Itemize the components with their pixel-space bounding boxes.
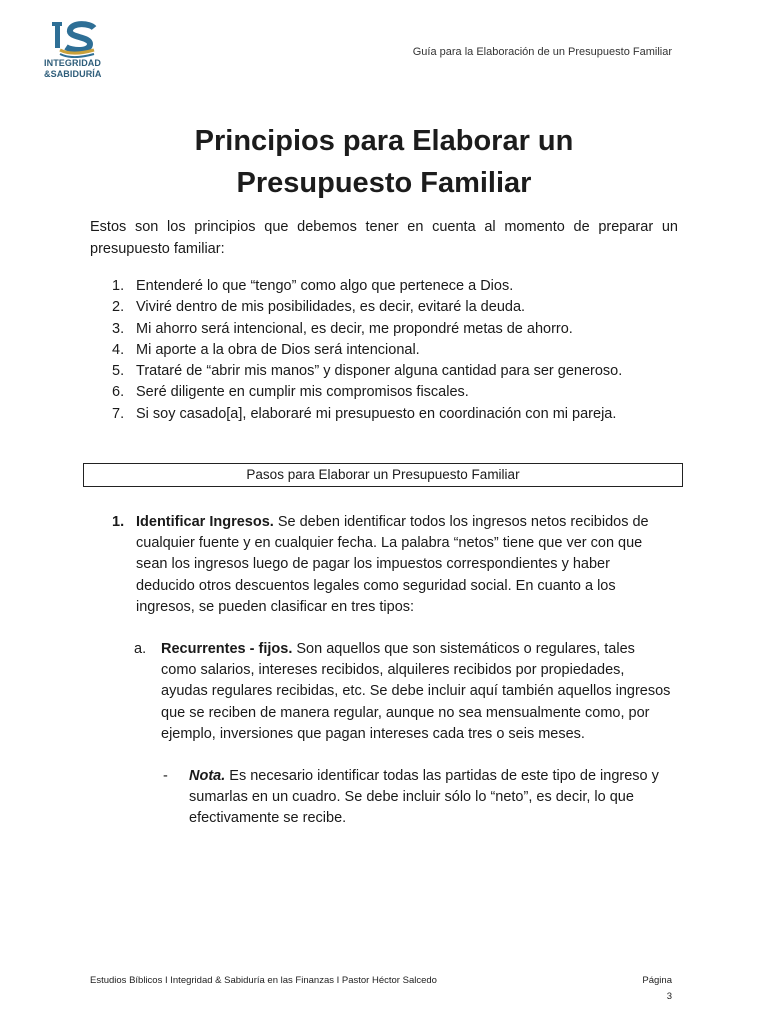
list-item-text: Si soy casado[a], elaboraré mi presupuesto en coordinación con mi pareja.	[136, 405, 617, 422]
page-title	[0, 120, 768, 204]
footer-text: Estudios Bíblicos I Integridad & Sabiduría en las Finanzas I Pastor Héctor Salcedo	[90, 975, 437, 986]
logo	[44, 20, 106, 84]
list-item-text: Seré diligente en cumplir mis compromisos fiscales.	[136, 384, 469, 401]
note-item	[163, 766, 673, 830]
list-item	[112, 361, 692, 382]
list-item-text: Trataré de “abrir mis manos” y disponer alguna cantidad para ser generoso.	[136, 363, 623, 380]
list-item-number: 3.	[112, 320, 125, 337]
logo-mark-icon	[50, 20, 100, 58]
list-item-number: 4.	[112, 341, 125, 358]
header-title: Guía para la Elaboración de un Presupuesto Familiar	[412, 46, 672, 58]
list-item-text: Entenderé lo que “tengo” como algo que pertenece a Dios.	[136, 278, 514, 294]
step-body	[136, 512, 672, 618]
list-item-text: Viviré dentro de mis posibilidades, es decir, evitaré la deuda.	[136, 299, 526, 316]
list-item	[112, 404, 692, 425]
list-item-number: 2.	[112, 299, 125, 316]
section-heading: Pasos para Elaborar un Presupuesto Familiar	[246, 467, 520, 482]
step-label: Identificar Ingresos.	[136, 514, 274, 530]
list-item-number: 1.	[112, 278, 125, 294]
section-heading-box	[83, 463, 683, 487]
step-1	[112, 512, 672, 618]
note-dash: -	[163, 768, 168, 784]
note-text: Es necesario identificar todas las partidas de este tipo de ingreso y sumarlas en un cuadro. Se debe incluir sólo lo “neto”, es decir, lo que efectivamente se recibe.	[189, 768, 659, 827]
footer-page-label: Página	[642, 975, 672, 986]
list-item-text: Mi aporte a la obra de Dios será intencional.	[136, 341, 420, 358]
footer-page-number: 3	[666, 991, 672, 1002]
list-item-number: 6.	[112, 384, 125, 401]
sub-item-text: Son aquellos que son sistemáticos o regulares, tales como salarios, intereses recibidos, alquileres recibidos por propiedades, ayudas regulares recibidas, etc. Se debe incluir aquí también aquellos ingresos que se reciben de manera regular, aunque no sea mensualmente como, por ejemplo, inversiones que pagan intereses cada tres o seis meses.	[161, 641, 671, 742]
principles-list	[112, 276, 692, 425]
step-text: Se deben identificar todos los ingresos netos recibidos de cualquier fuente y en cualquier fecha. La palabra “netos” tiene que ver con que sean los ingresos luego de pagar los impuestos correspondientes y haber deducido otros descuentos legales como seguridad social. En cuanto a los ingresos, se pueden clasificar en tres tipos:	[136, 514, 649, 615]
list-item-number: 5.	[112, 363, 125, 380]
sub-item-body	[161, 639, 674, 745]
list-item-text: Mi ahorro será intencional, es decir, me propondré metas de ahorro.	[136, 320, 573, 337]
logo-text: INTEGRIDAD &SABIDURÍA	[44, 58, 102, 79]
list-item	[112, 382, 692, 403]
sub-item-label: Recurrentes - fijos.	[161, 641, 293, 657]
step-number: 1.	[112, 514, 125, 530]
sub-item-letter: a.	[134, 641, 147, 657]
intro-paragraph: Estos son los principios que debemos tener en cuenta al momento de preparar un presupuesto familiar:	[90, 219, 678, 257]
page-title-line1: Principios para Elaborar un	[194, 125, 574, 157]
list-item	[112, 276, 692, 297]
list-item	[112, 340, 692, 361]
list-item	[112, 319, 692, 340]
note-label: Nota.	[189, 768, 226, 784]
note-body	[189, 766, 673, 830]
list-item-number: 7.	[112, 405, 125, 422]
page-title-line2: Presupuesto Familiar	[236, 167, 532, 199]
sub-item-a	[134, 639, 674, 745]
list-item	[112, 297, 692, 318]
